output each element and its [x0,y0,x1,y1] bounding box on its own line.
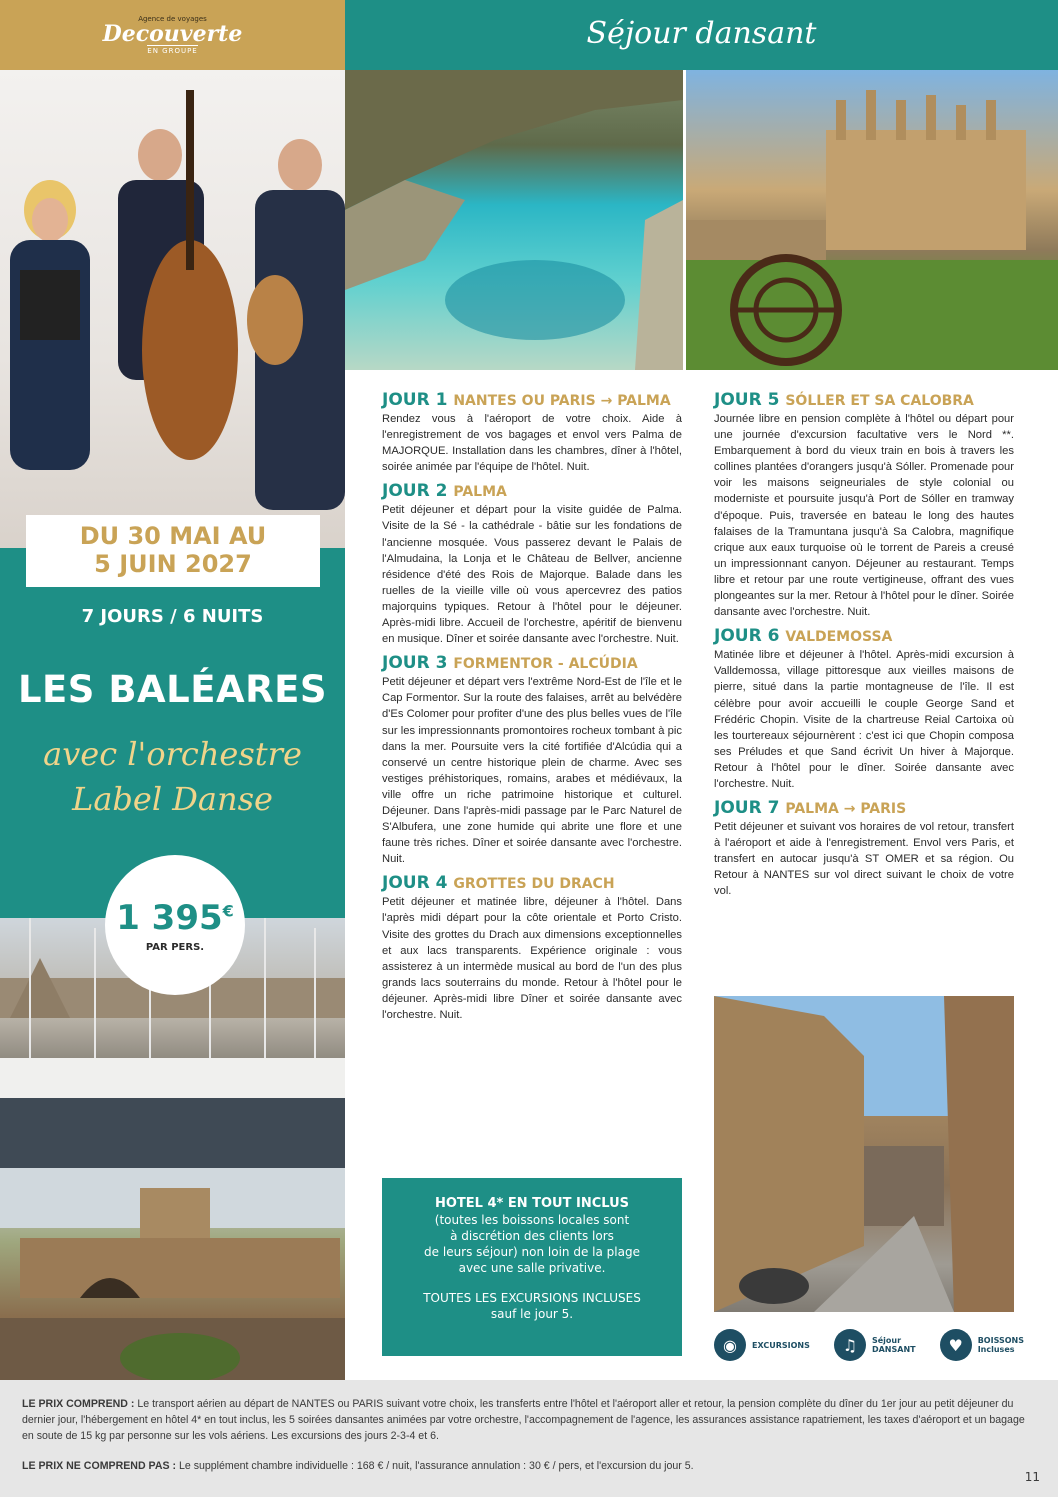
hotel-line-6: sauf le jour 5. [490,1307,574,1321]
feature-drinks-label-2: Incluses [977,1345,1015,1354]
day-2-heading: JOUR 2 PALMA [382,481,507,502]
beach-photo [345,70,683,370]
village-photo [714,996,1014,1312]
day-5-heading: JOUR 5 SÓLLER ET SA CALOBRA [714,390,974,410]
features-icons [714,1325,1024,1365]
day-1-heading: JOUR 1 NANTES OU PARIS → PALMA [382,390,671,410]
day-1-text: Rendez vous à l'aéroport de votre choix. Aide à l'enregistrement de vos bagages et envol vers Palma de MAJORQUE. Installation dans les chambres, dîner à l'hôtel, soirée animée par l'équipe de l'hôtel. Nuit. [382,413,682,474]
feature-excursions-label: EXCURSIONS [752,1340,810,1350]
day-6-heading: JOUR 6 VALDEMOSSA [714,626,893,647]
day-7-text: Petit déjeuner et suivant vos horaires de vol retour, transfert à l'aéroport et aide à l'enregistrement. Envol vers Paris, et transfert en autocar jusqu'à ST OMER et sa région. Ou Retour à NANTES sur vol direct suivant le choix de votre vol. [714,821,1014,898]
feature-excursions [714,1329,810,1361]
band-photo [0,70,345,548]
brand-logo [0,0,345,70]
drinks-icon: ♥ [940,1329,972,1361]
destination-title: LES BALÉARES [17,668,328,711]
subtitle-line-2: Label Danse [72,780,273,818]
subtitle-line-1: avec l'orchestre [43,735,302,773]
price-value: 1 395€ [116,898,234,938]
camera-icon: ◉ [714,1329,746,1361]
cathedral-photo [686,70,1058,370]
date-line-1: DU 30 MAI AU [79,522,267,551]
day-4-text: Petit déjeuner et matinée libre, déjeuner à l'hôtel. Dans l'après midi départ pour la côte orientale et Porto Cristo. Visite des grottes du Drach aux dimensions exceptionnelles et aux lacs transparents. Expérience originale : vous assisterez à un intermède musical au bord de l'un des plus grands lacs souterrains du monde. Retour à l'hôtel pour le déjeuner. Après-midi libre Dîner et soirée dansante avec l'orchestre. Nuit. [382,896,682,1021]
date-line-2: 5 JUIN 2027 [94,550,252,578]
dance-icon: ♫ [834,1329,866,1361]
day-5-text: Journée libre en pension complète à l'hôtel ou départ pour une journée d'excursion facultative vers le Nord **. Embarquement à bord du vieux train en bois à travers les collines plantées d'orangers jusqu'à Sóller. Promenade pour voir les maisons seigneuriales de style colonial ou moderniste et poursuite jusqu'à Port de Sóller en tramway d'époque. Puis, traversée en bateau le long des hautes falaises de la Tramuntana jusqu'à Sa Calobra, magnifique crique aux eaux turquoise où le torrent de Pareis a creusé un impressionnant canyon. Déjeuner au restaurant. Temps libre et retour par une route vertigineuse, offrant des vues plongeantes sur la mer. Retour à l'hôtel pour le dîner. Soirée dansante avec l'orchestre. Nuit. [714,413,1014,619]
price-excludes: LE PRIX NE COMPREND PAS : Le supplément chambre individuelle : 168 € / nuit, l'assurance annulation : 30 € / pers, et l'excursion du jour 5. [22,1460,694,1472]
brand-name: Decouverte [102,21,243,47]
date-box [26,515,320,587]
footer-text [22,1396,1034,1474]
feature-dance-label-1: Séjour [871,1336,902,1345]
price-includes: LE PRIX COMPREND : Le transport aérien au départ de NANTES ou PARIS suivant votre choix, les transferts entre l'hôtel et l'aéroport aller et retour, la pension complète du dîner du 1er jour au petit déjeuner du dernier jour, l'hébergement en hôtel 4* en tout inclus, les 5 soirées dansantes animées par votre orchestre, l'accompagnement de l'agence, les assurances assistance rapatriement, les taxes d'aéroport et un bagage en soute de 15 kg par personne sur les vols aériens. Les excursions des jours 2-3-4 et 6. [22,1398,1025,1442]
feature-dance-label-2: DANSANT [871,1345,916,1354]
day-4-heading: JOUR 4 GROTTES DU DRACH [382,873,615,894]
hotel-line-4: avec une salle privative. [458,1261,606,1275]
page-title: Séjour dansant [586,16,817,51]
brand-small: Agence de voyages [138,15,207,23]
day-3-heading: JOUR 3 FORMENTOR - ALCÚDIA [382,653,638,674]
hotel-line-3: de leurs séjour) non loin de la plage [424,1245,640,1259]
day-6-text: Matinée libre et déjeuner à l'hôtel. Après-midi excursion à Valldemossa, village pittoresque aux vieilles maisons de pierre, situé dans la partie montagneuse de l'île. Il est célèbre pour avoir accueilli le couple George Sand et Frédéric Chopin. Visite de la chartreuse Reial Cartoixa où les tourtereaux séjournèrent : c'est ici que Chopin composa ses Préludes et que Sand écrivit Un hiver à Majorque. Retour à l'hôtel pour le dîner. Soirée dansante avec l'orchestre. Nuit. [714,649,1014,790]
feature-dance [834,1329,916,1361]
itinerary-column-2 [714,390,1014,902]
duration: 7 JOURS / 6 NUITS [81,606,264,627]
hotel-title: HOTEL 4* EN TOUT INCLUS [434,1196,629,1211]
day-7-heading: JOUR 7 PALMA → PARIS [714,798,907,819]
day-3-text: Petit déjeuner et départ vers l'extrême Nord-Est de l'île et le Cap Formentor. Sur la route des falaises, arrêt au belvédère d'Es Colomer pour profiter d'une des plus belles vues de l'île sur les impressionnants promontoires rocheux tombant à pic dans la mer. Poursuite vers la cité fortifiée d'Alcúdia qui a conservé un centre historique plein de charme. Avec ses vestiges préhistoriques, romains, arabes et médiévaux, la ville offre un riche patrimoine historique et culturel. Déjeuner. Dans l'après-midi passage par le Parc Naturel de S'Albufera, une zone humide qui abrite une flore et une faune très riches. Dîner et soirée dansante avec l'orchestre. Nuit. [382,676,682,866]
day-2-text: Petit déjeuner et départ pour la visite guidée de Palma. Visite de la Sé - la cathédrale - bâtie sur les fondations de l'ancienne mosquée. Vous passerez devant le Palais de l'Almudaina, la Lonja et le Château de Bellver, ancienne résidence d'été des Rois de Majorque. Balade dans les ruelles de la vieille ville où vous apercevrez des patios majorquins typiques. Retour à l'hôtel pour le déjeuner. Après-midi libre. Accueil de l'orchestre, apéritif de bienvenu en musique. Dîner et soirée dansante avec l'orchestre. Nuit. [382,504,682,646]
price-per-person: PAR PERS. [145,942,205,953]
itinerary-column-1 [382,390,682,1025]
page-number: 11 [1024,1470,1040,1484]
hotel-info-box [382,1178,682,1356]
feature-drinks-label-1: BOISSONS [977,1336,1024,1345]
hotel-line-1: (toutes les boissons locales sont [434,1213,630,1227]
feature-drinks [940,1329,1024,1361]
hotel-line-2: à discrétion des clients lors [450,1229,614,1243]
castle-photo [0,1168,345,1380]
hotel-line-5: TOUTES LES EXCURSIONS INCLUSES [423,1291,641,1305]
brand-sub: EN GROUPE [147,47,198,55]
